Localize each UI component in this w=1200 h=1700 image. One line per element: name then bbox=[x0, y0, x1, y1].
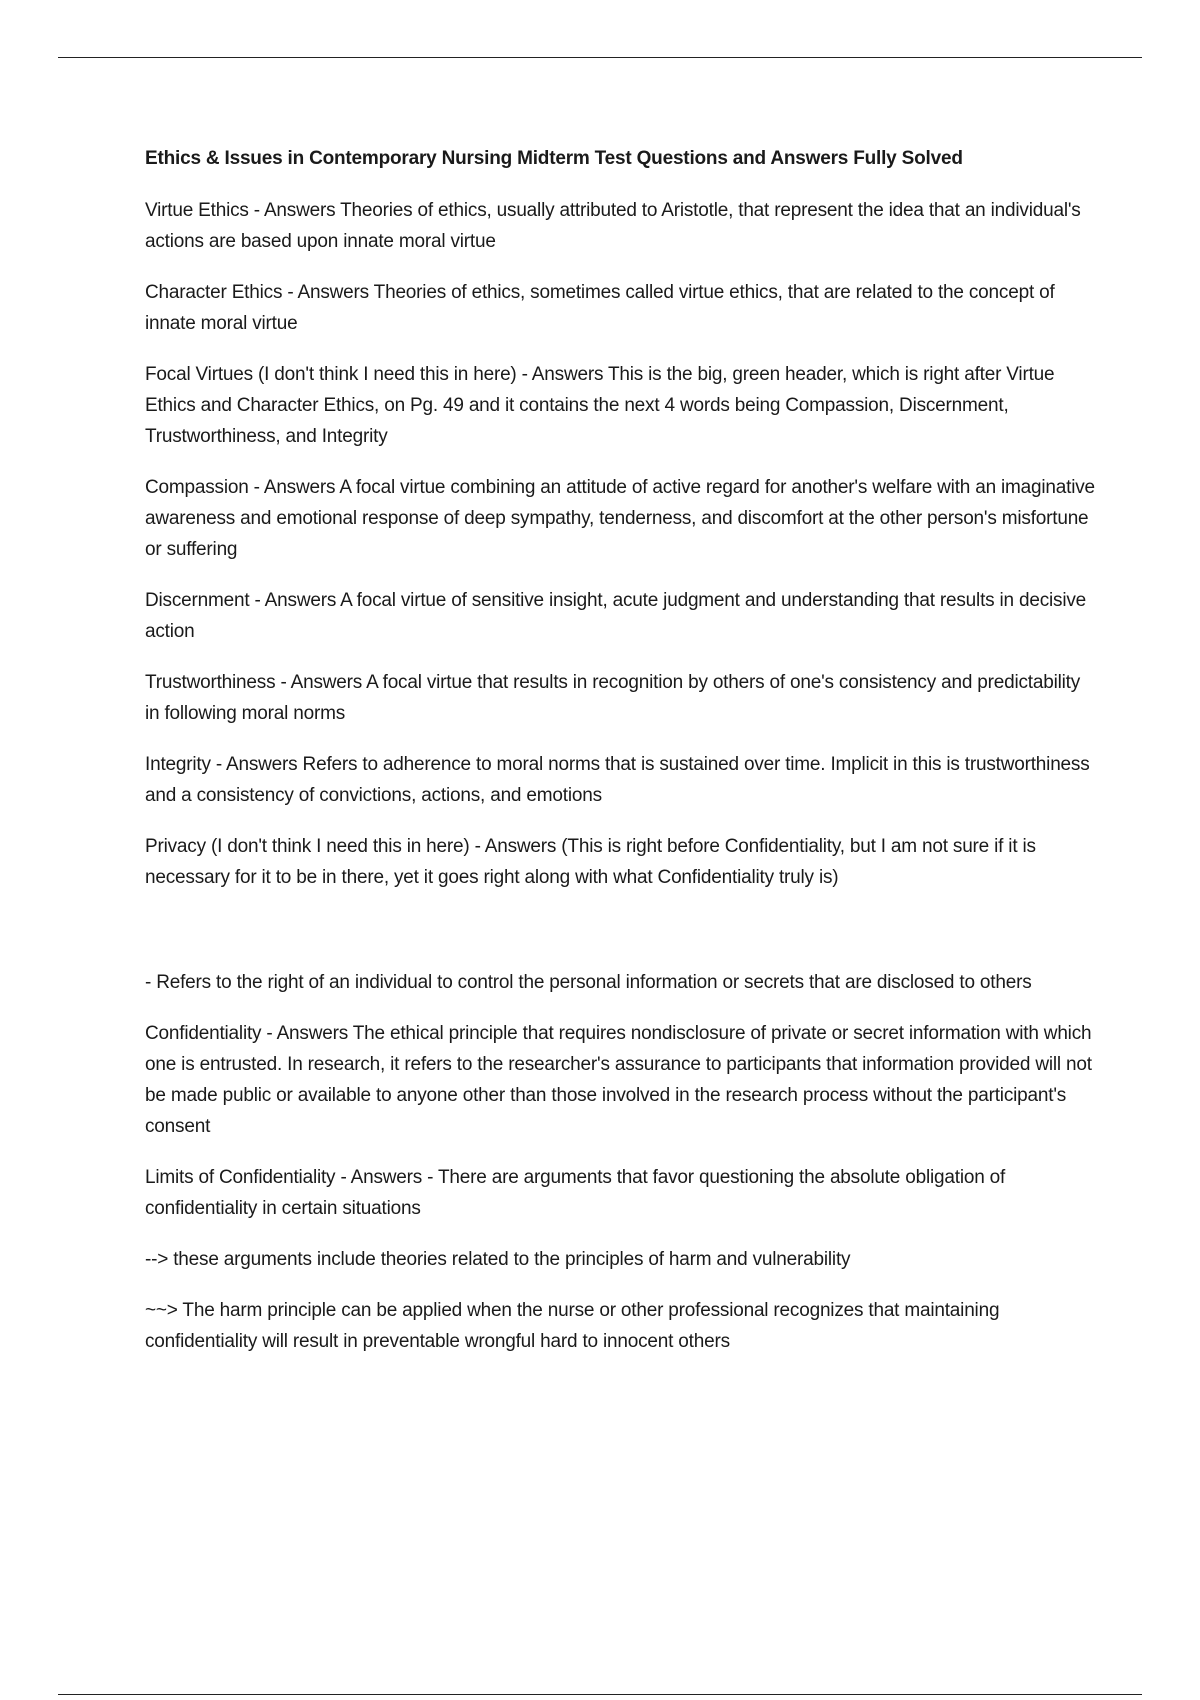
entry-trustworthiness: Trustworthiness - Answers A focal virtue that results in recognition by others of one's consistency and predictability in following moral norms bbox=[145, 672, 1081, 724]
entry-confidentiality: Confidentiality - Answers The ethical principle that requires nondisclosure of private or secret information with which one is entrusted. In research, it refers to the researcher's assurance to participants that information provided will not be made public or available to anyone other than those involved in the research process without the participant's consent bbox=[145, 1023, 1092, 1137]
entry-privacy-definition: - Refers to the right of an individual to control the personal information or secrets that are disclosed to others bbox=[145, 972, 1032, 993]
entry-focal-virtues: Focal Virtues (I don't think I need this in here) - Answers This is the big, green header, which is right after Virtue Ethics and Character Ethics, on Pg. 49 and it contains the next 4 words being Compassion, Discernment, Trustworthiness, and Integrity bbox=[145, 364, 1055, 447]
top-rule bbox=[58, 57, 1142, 58]
entry-discernment: Discernment - Answers A focal virtue of sensitive insight, acute judgment and understanding that results in decisive action bbox=[145, 590, 1087, 642]
entry-integrity: Integrity - Answers Refers to adherence to moral norms that is sustained over time. Implicit in this is trustworthiness and a consistency of convictions, actions, and emotions bbox=[145, 754, 1090, 806]
entry-privacy: Privacy (I don't think I need this in here) - Answers (This is right before Confidentiality, but I am not sure if it is necessary for it to be in there, yet it goes right along with what Confidentiality truly is) bbox=[145, 836, 1036, 888]
document-body bbox=[145, 144, 1095, 1377]
entry-compassion: Compassion - Answers A focal virtue combining an attitude of active regard for another's welfare with an imaginative awareness and emotional response of deep sympathy, tenderness, and discomfort at the other person's misfortune or suffering bbox=[145, 477, 1095, 560]
entry-harm-principle: ~~> The harm principle can be applied when the nurse or other professional recognizes that maintaining confidentiality will result in preventable wrongful hard to innocent others bbox=[145, 1300, 1000, 1352]
bottom-rule bbox=[58, 1694, 1142, 1695]
entry-harm-vulnerability-arguments: --> these arguments include theories related to the principles of harm and vulnerability bbox=[145, 1249, 851, 1270]
entry-character-ethics: Character Ethics - Answers Theories of ethics, sometimes called virtue ethics, that are related to the concept of innate moral virtue bbox=[145, 282, 1055, 334]
entry-limits-of-confidentiality: Limits of Confidentiality - Answers - There are arguments that favor questioning the absolute obligation of confidentiality in certain situations bbox=[145, 1167, 1006, 1219]
entry-virtue-ethics: Virtue Ethics - Answers Theories of ethics, usually attributed to Aristotle, that represent the idea that an individual's actions are based upon innate moral virtue bbox=[145, 200, 1081, 252]
document-title: Ethics & Issues in Contemporary Nursing Midterm Test Questions and Answers Fully Solved bbox=[145, 148, 963, 169]
